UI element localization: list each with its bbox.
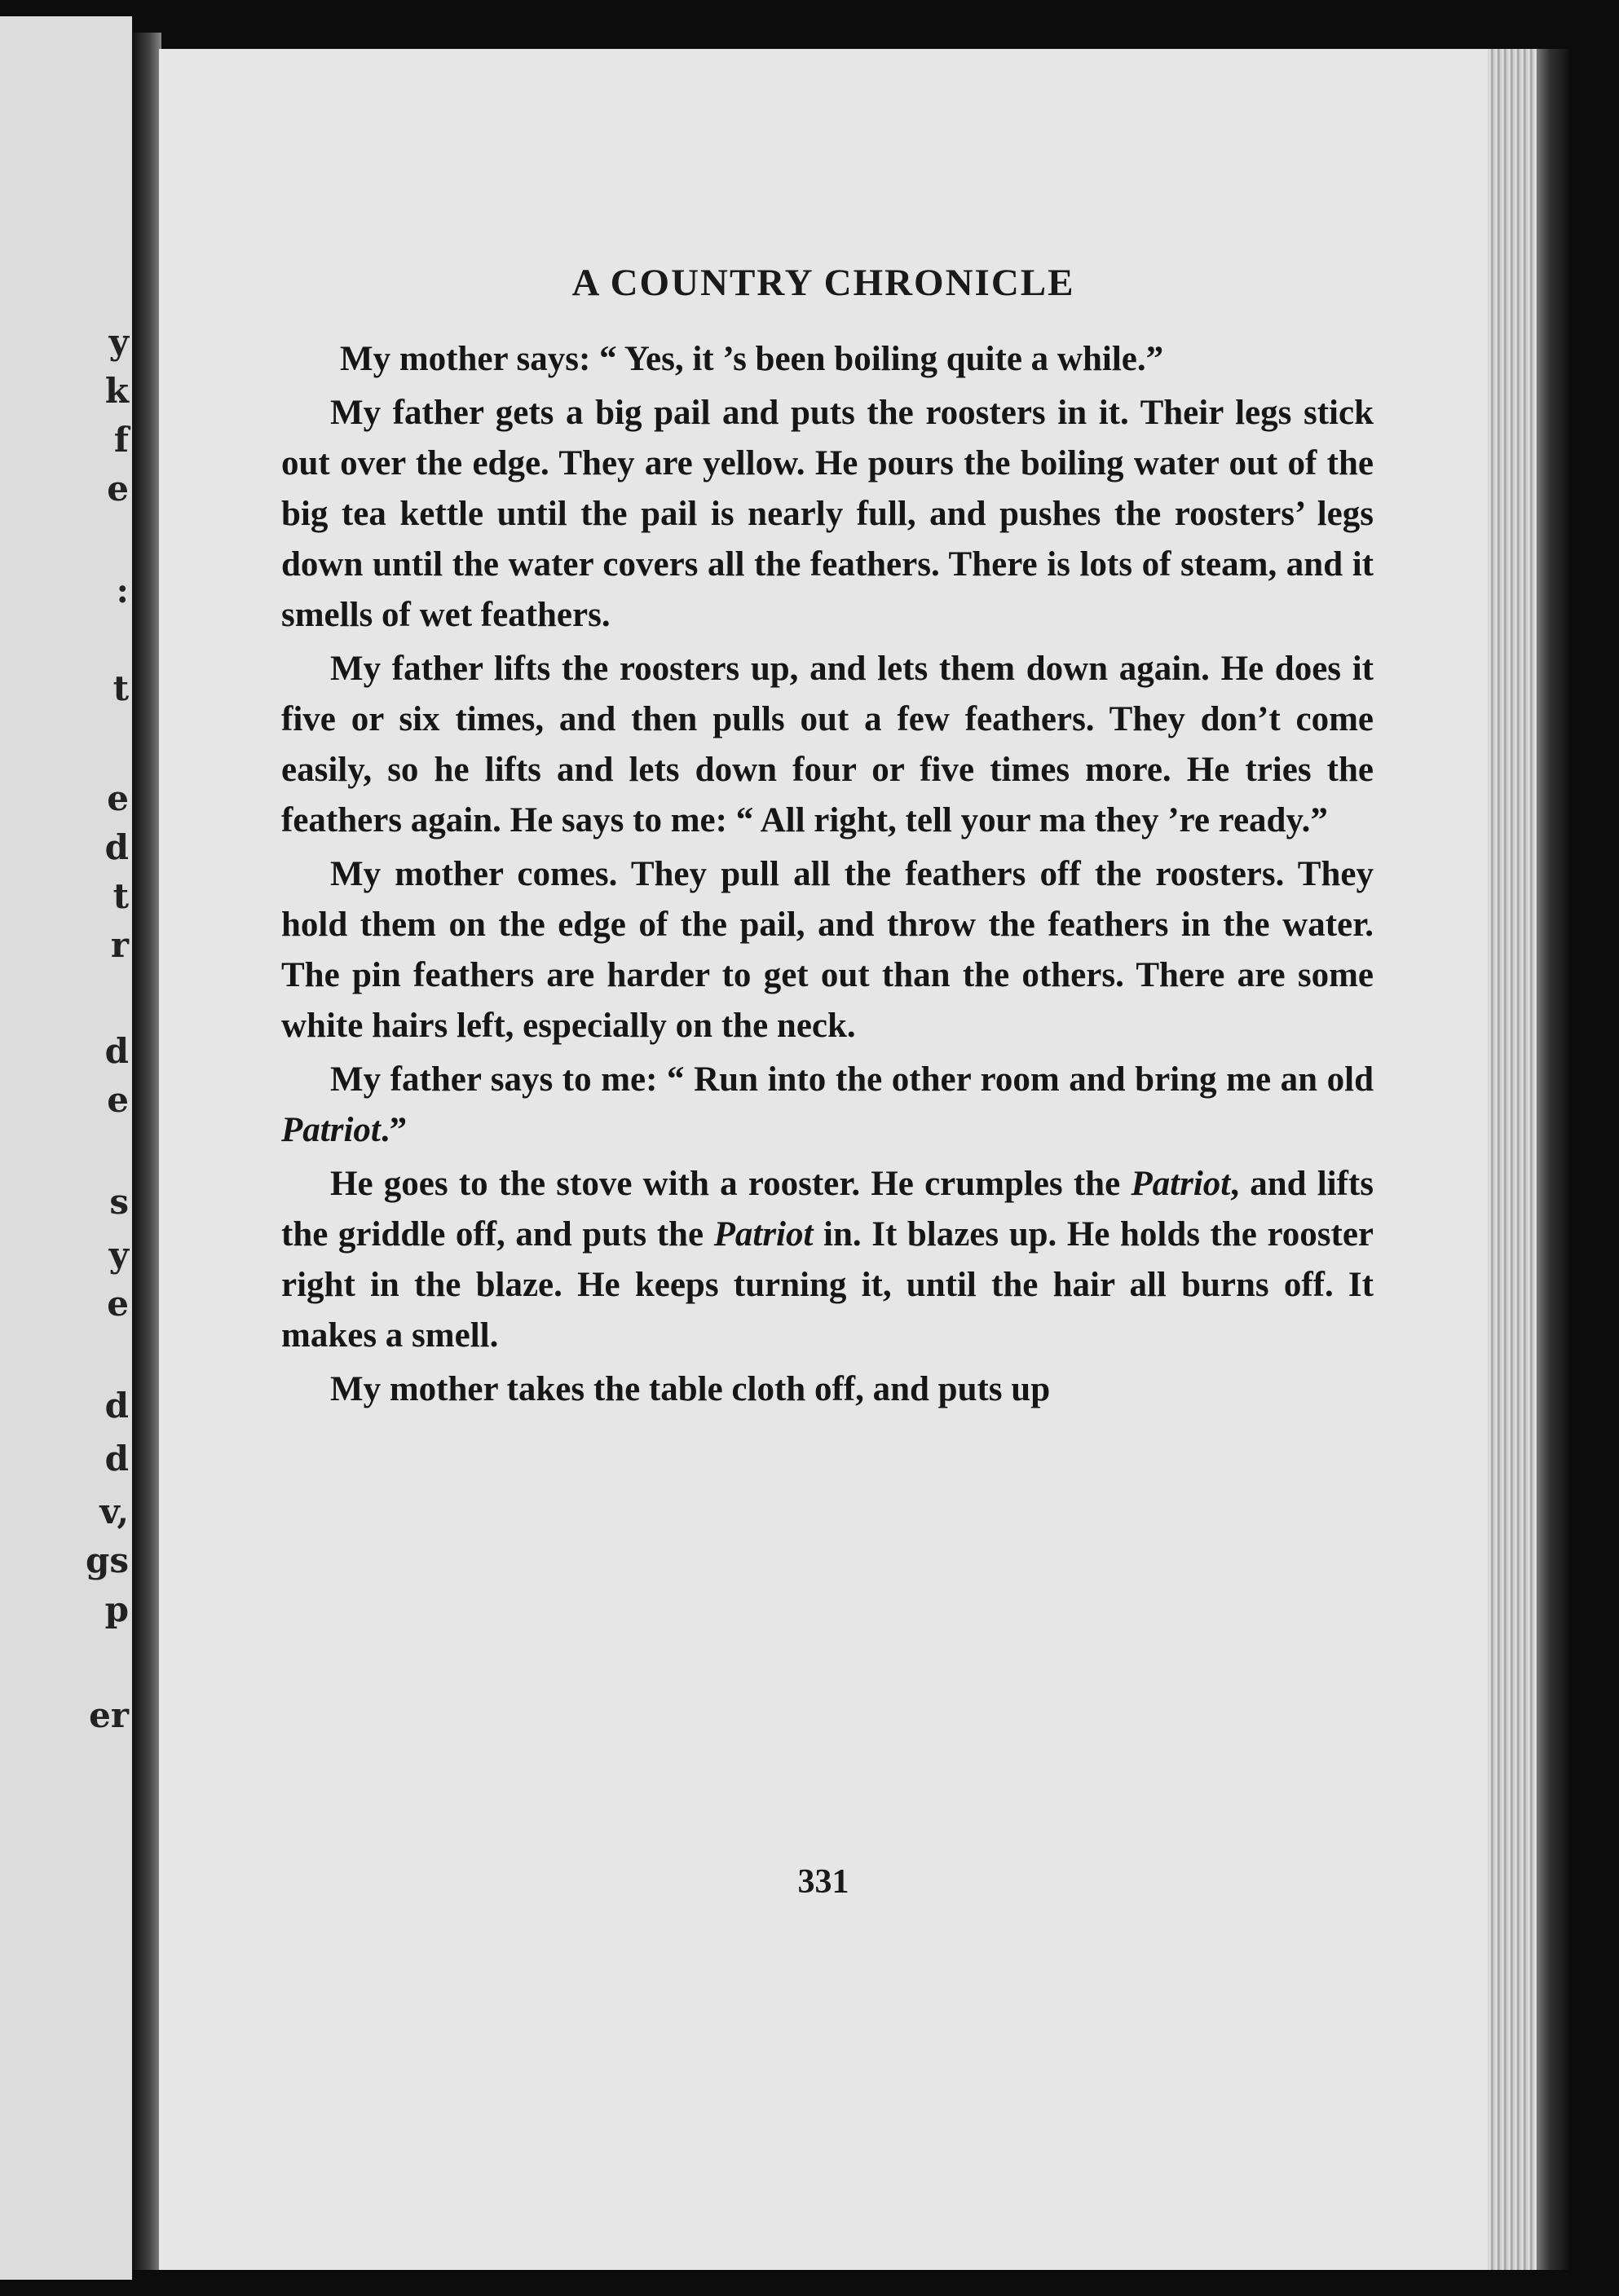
facing-page-fragment: e [107,778,129,818]
text-run: in. It blazes up. He holds the rooster right in the blaze. He keeps turning it, until the hair all burns off. It makes a smell. [281,1215,1374,1355]
paragraph: My father gets a big pail and puts the roosters in it. Their legs stick out over the edge. They are yellow. He pours the boiling water out of the big tea kettle until the pail is nearly full, and pushes the roosters’ legs down until the water covers all the feathers. There is lots of steam, and it smells of wet feathers. [281,394,1374,634]
facing-page-fragment: y [108,1235,129,1275]
facing-page-fragment: e [107,469,129,509]
book-cover-edge [1537,49,1569,2270]
book-page [159,49,1488,2270]
facing-page-fragment: d [104,827,129,867]
facing-page-fragment: p [104,1589,129,1629]
facing-page-fragment: k [104,371,129,411]
facing-page-fragment: f [113,420,129,460]
facing-page-fragment: gs [85,1540,129,1580]
facing-page-fragment: d [104,1439,129,1479]
facing-page-fragment: t [112,876,129,916]
facing-page-fragment: d [104,1386,129,1426]
italic-title: Patriot [713,1215,814,1254]
facing-page-fragment: er [89,1695,129,1735]
facing-page-fragment: y [108,322,129,362]
page-number: 331 [797,1863,849,1901]
facing-page-fragment: s [109,1182,129,1222]
paragraph [281,1055,1374,1156]
text-run: He goes to the stove with a rooster. He crumples the [330,1165,1132,1203]
text-run: , and lifts the griddle off, and puts the [281,1165,1374,1254]
italic-title: Patriot [281,1111,381,1149]
page-edges [1488,49,1537,2270]
facing-page-fragment: e [107,1080,129,1120]
paragraph: My mother says: “ Yes, it ’s been boiling quite a while.” [340,340,1164,378]
paragraph [281,1159,1374,1361]
facing-page-fragment: e [107,1284,129,1324]
running-head: A COUNTRY CHRONICLE [571,262,1075,304]
text-run: My father says to me: “ Run into the other room and bring me an old [330,1060,1374,1099]
facing-page [0,16,132,2280]
facing-page-fragment: : [116,571,129,610]
facing-page-fragment: v, [99,1492,129,1531]
facing-page-fragment: d [104,1031,129,1071]
facing-page-fragment: t [112,668,129,708]
body-text [281,334,1374,1418]
facing-page-fragment: r [110,925,129,965]
text-run: .” [380,1111,408,1149]
italic-title: Patriot [1131,1165,1231,1203]
paragraph: My father lifts the roosters up, and lets them down again. He does it five or six times, and then pulls out a few feathers. They don’t come easily, so he lifts and lets down four or five times more. He tries the feathers again. He says to me: “ All right, tell your ma they ’re ready.” [281,650,1374,840]
book-spine-shadow [132,33,161,2270]
paragraph: My mother comes. They pull all the feathers off the roosters. They hold them on the edge of the pail, and throw the feathers in the water. The pin feathers are harder to get out than the others. There are some white hairs left, especially on the neck. [281,855,1374,1045]
paragraph: My mother takes the table cloth off, and puts up [330,1370,1051,1408]
